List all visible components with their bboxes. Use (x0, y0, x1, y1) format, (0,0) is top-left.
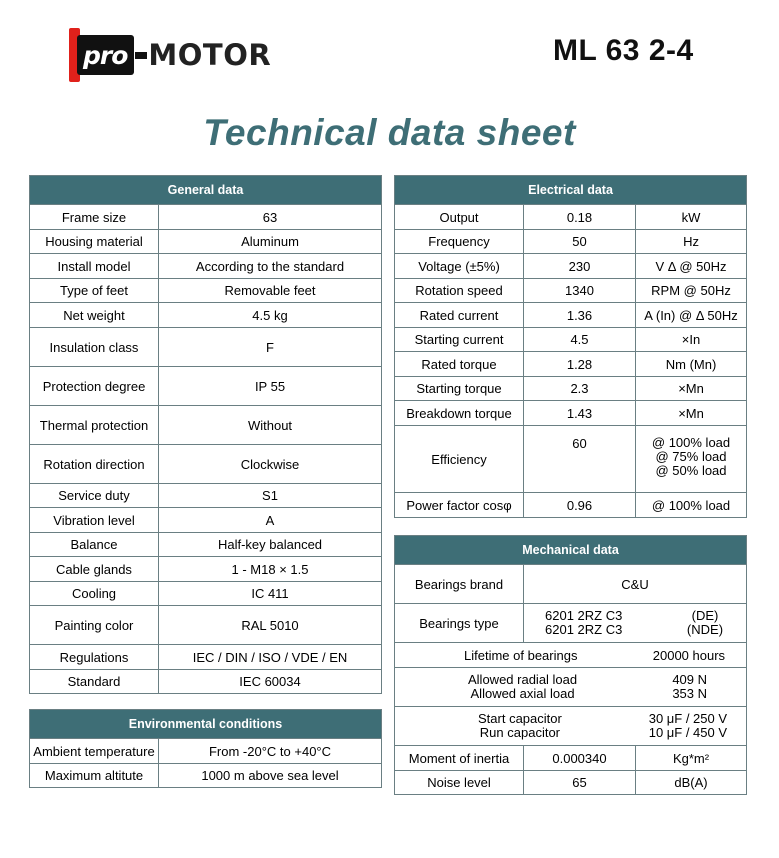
row-label: Rotation direction (30, 445, 159, 484)
row-value: S1 (159, 484, 382, 508)
row-unit: kW (636, 205, 747, 230)
row-unit: A (In) @ Δ 50Hz (636, 303, 747, 328)
table-row (395, 643, 747, 668)
table-row (395, 746, 747, 771)
table-row (30, 533, 382, 557)
row-value: 1.28 (524, 352, 636, 377)
efficiency-loads (636, 426, 747, 493)
row-label: Protection degree (30, 367, 159, 406)
row-value: A (159, 508, 382, 533)
row-unit: Nm (Mn) (636, 352, 747, 377)
electrical-data-header: Electrical data (395, 176, 747, 205)
table-row (30, 764, 382, 788)
row-value: IC 411 (159, 582, 382, 606)
row-unit: ×In (636, 328, 747, 352)
table-row (30, 303, 382, 328)
table-row (30, 582, 382, 606)
row-label: Rotation speed (395, 279, 524, 303)
row-label: Type of feet (30, 279, 159, 303)
table-row (395, 254, 747, 279)
logo-pro-box (77, 35, 134, 75)
row-value: RAL 5010 (159, 606, 382, 645)
logo-motor-text: MOTOR (148, 37, 272, 72)
row-value: 0.96 (524, 493, 636, 518)
row-label: Painting color (30, 606, 159, 645)
row-value: IEC 60034 (159, 670, 382, 694)
row-value: Clockwise (159, 445, 382, 484)
row-unit: ×Mn (636, 377, 747, 401)
row-value: Removable feet (159, 279, 382, 303)
mechanical-data-header: Mechanical data (395, 536, 747, 565)
efficiency-load-100: @ 100% load (651, 435, 731, 450)
start-capacitor-value: 30 μF / 250 V (648, 711, 728, 726)
row-label: Frequency (395, 230, 524, 254)
brand-logo (69, 28, 271, 82)
bearing-de-model: 6201 2RZ C3 (545, 608, 623, 623)
row-label: Standard (30, 670, 159, 694)
table-row (30, 279, 382, 303)
row-unit: V Δ @ 50Hz (636, 254, 747, 279)
row-label: Insulation class (30, 328, 159, 367)
table-row (30, 445, 382, 484)
row-label: Regulations (30, 645, 159, 670)
efficiency-load-75: @ 75% load (655, 449, 727, 464)
row-label: Balance (30, 533, 159, 557)
row-unit: @ 100% load (636, 493, 747, 518)
row-label: Output (395, 205, 524, 230)
row-label: Service duty (30, 484, 159, 508)
row-value: 63 (159, 205, 382, 230)
row-label: Rated current (395, 303, 524, 328)
table-row (395, 352, 747, 377)
row-value: 1.36 (524, 303, 636, 328)
row-value: Without (159, 406, 382, 445)
table-row (30, 367, 382, 406)
lifetime-label: Lifetime of bearings (464, 647, 578, 663)
row-value: 2.3 (524, 377, 636, 401)
row-unit: Hz (636, 230, 747, 254)
bearings-brand-value: C&U (524, 565, 747, 604)
table-row (30, 739, 382, 764)
row-label: Rated torque (395, 352, 524, 377)
model-number: ML 63 2-4 (553, 34, 694, 67)
table-row (395, 377, 747, 401)
row-value: 1.43 (524, 401, 636, 426)
efficiency-load-50: @ 50% load (655, 463, 727, 478)
row-unit: ×Mn (636, 401, 747, 426)
row-label: Vibration level (30, 508, 159, 533)
row-label: Thermal protection (30, 406, 159, 445)
run-capacitor-value: 10 μF / 450 V (648, 725, 728, 740)
electrical-data-table (394, 175, 747, 518)
row-label: Voltage (±5%) (395, 254, 524, 279)
inertia-unit: Kg*m² (636, 746, 747, 771)
lifetime-row (395, 643, 747, 668)
row-value: 1000 m above sea level (159, 764, 382, 788)
table-row (395, 279, 747, 303)
table-row (30, 606, 382, 645)
bearings-type-label: Bearings type (395, 604, 524, 643)
noise-unit: dB(A) (636, 771, 747, 795)
table-row (395, 771, 747, 795)
table-row (395, 328, 747, 352)
environmental-table (29, 709, 382, 788)
table-row (395, 401, 747, 426)
run-capacitor-label: Run capacitor (479, 725, 561, 740)
row-label: Breakdown torque (395, 401, 524, 426)
mechanical-data-table (394, 535, 747, 795)
row-label: Starting current (395, 328, 524, 352)
environmental-header: Environmental conditions (30, 710, 382, 739)
bearings-type-values (524, 604, 747, 643)
row-label: Install model (30, 254, 159, 279)
row-value: 4.5 (524, 328, 636, 352)
row-value: According to the standard (159, 254, 382, 279)
table-row (395, 426, 747, 493)
noise-value: 65 (524, 771, 636, 795)
row-label: Net weight (30, 303, 159, 328)
table-row (30, 670, 382, 694)
row-value: From -20°C to +40°C (159, 739, 382, 764)
table-row (395, 707, 747, 746)
row-value: 230 (524, 254, 636, 279)
row-value: F (159, 328, 382, 367)
table-row (395, 493, 747, 518)
general-data-header: General data (30, 176, 382, 205)
radial-load-value: 409 N (672, 672, 708, 687)
row-value: Half-key balanced (159, 533, 382, 557)
table-row (30, 406, 382, 445)
lifetime-value: 20000 hours (652, 647, 726, 663)
row-label: Cable glands (30, 557, 159, 582)
start-capacitor-label: Start capacitor (478, 711, 562, 726)
page-title: Technical data sheet (203, 112, 576, 153)
noise-label: Noise level (395, 771, 524, 795)
bearing-de-position: (DE) (691, 608, 719, 623)
table-row (30, 205, 382, 230)
table-row (395, 230, 747, 254)
row-label: Power factor cosφ (395, 493, 524, 518)
axial-load-value: 353 N (672, 686, 708, 701)
table-row (395, 565, 747, 604)
loads-row (395, 668, 747, 707)
inertia-value: 0.000340 (524, 746, 636, 771)
row-value: 50 (524, 230, 636, 254)
bearing-nde-model: 6201 2RZ C3 (545, 622, 623, 637)
efficiency-label: Efficiency (395, 426, 524, 493)
bearings-brand-label: Bearings brand (395, 565, 524, 604)
row-value: IEC / DIN / ISO / VDE / EN (159, 645, 382, 670)
table-row (30, 484, 382, 508)
radial-load-label: Allowed radial load (468, 672, 578, 687)
axial-load-label: Allowed axial load (470, 686, 575, 701)
general-data-table (29, 175, 382, 694)
table-row (30, 508, 382, 533)
table-row (30, 328, 382, 367)
inertia-label: Moment of inertia (395, 746, 524, 771)
row-label: Maximum altitute (30, 764, 159, 788)
table-row (30, 254, 382, 279)
row-label: Frame size (30, 205, 159, 230)
capacitors-row (395, 707, 747, 746)
row-label: Cooling (30, 582, 159, 606)
row-value: 1340 (524, 279, 636, 303)
row-value: 4.5 kg (159, 303, 382, 328)
row-value: 1 - M18 × 1.5 (159, 557, 382, 582)
row-label: Starting torque (395, 377, 524, 401)
logo-dash (135, 52, 147, 59)
row-label: Ambient temperature (30, 739, 159, 764)
row-value: 0.18 (524, 205, 636, 230)
row-value: Aluminum (159, 230, 382, 254)
efficiency-value: 60 (524, 426, 636, 493)
row-unit: RPM @ 50Hz (636, 279, 747, 303)
row-label: Housing material (30, 230, 159, 254)
table-row (30, 230, 382, 254)
bearing-nde-position: (NDE) (686, 622, 724, 637)
table-row (30, 557, 382, 582)
row-value: IP 55 (159, 367, 382, 406)
table-row (395, 668, 747, 707)
table-row (395, 205, 747, 230)
logo-pro-text: pro (83, 40, 128, 70)
table-row (395, 303, 747, 328)
table-row (395, 604, 747, 643)
table-row (30, 645, 382, 670)
